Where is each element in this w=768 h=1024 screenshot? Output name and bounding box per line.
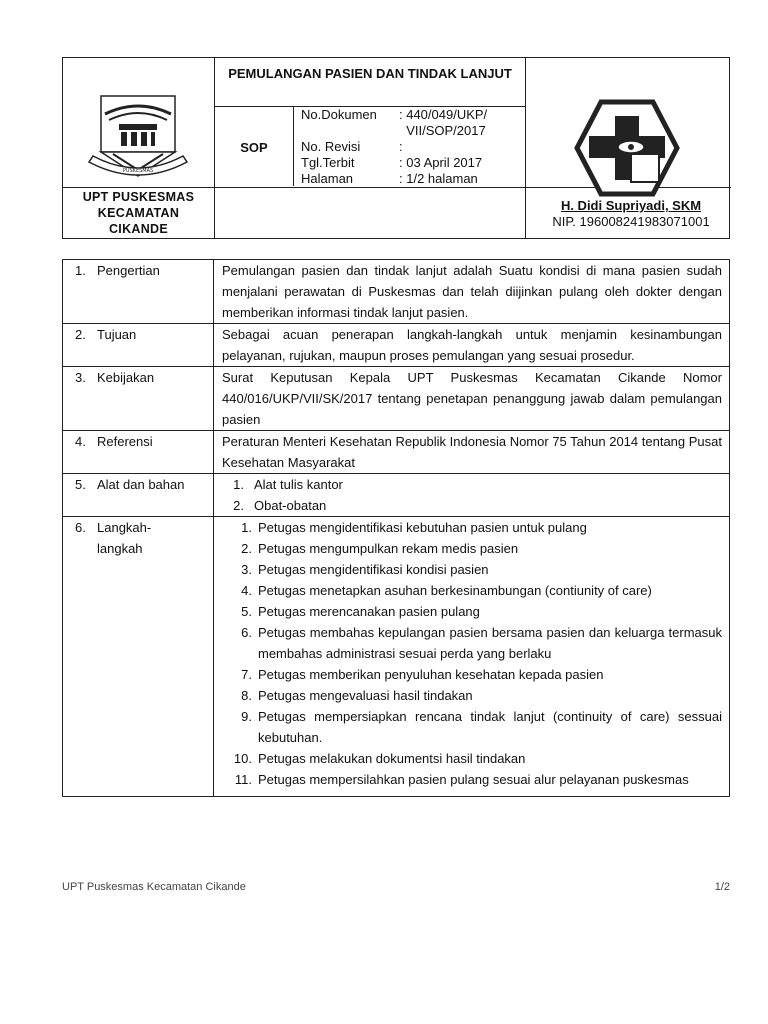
list-item: 1. Petugas mengidentifikasi kebutuhan pasien untuk pulang (241, 520, 587, 535)
meta-value-docno: : 440/049/UKP/ (399, 107, 488, 122)
list-item: 10. Petugas melakukan dokumentsi hasil tindakan (233, 751, 526, 766)
list-item: 8. Petugas mengevaluasi hasil tindakan (241, 688, 473, 703)
meta-value-page: : 1/2 halaman (399, 171, 478, 186)
org-line-2: KECAMATAN (97, 206, 180, 220)
meta-value-revision: : (399, 139, 403, 154)
section-text: Pemulangan pasien dan tindak lanjut adalah Suatu kondisi di mana pasien sudah menjalani perawatan di Puskesmas dan telah diijinkan pulang oleh dokter dengan memberikan informasi tindak lanjut pasien. (222, 263, 722, 320)
meta-key-docno: No.Dokumen (301, 107, 377, 122)
section-label: Referensi (97, 434, 153, 449)
list-item: 4. Petugas menetapkan asuhan berkesinambungan (contiunity of care) (241, 583, 652, 598)
section-number: 1. (75, 263, 86, 278)
meta-key-issued: Tgl.Terbit (301, 155, 355, 170)
divider (525, 58, 526, 238)
steps-list (214, 517, 729, 796)
footer-right: 1/2 (714, 881, 730, 893)
section-label: Langkah- (97, 520, 152, 535)
regency-emblem-logo (83, 84, 193, 194)
list-item: 6. Petugas membahas kepulangan pasien bersama pasien dan keluarga termasuk membahas administrasi sesuai perda yang berlaku (241, 625, 722, 661)
meta-value-issued: : 03 April 2017 (399, 155, 483, 170)
list-item: 1. Alat tulis kantor (233, 477, 343, 492)
page-footer (62, 881, 730, 897)
document-title: PEMULANGAN PASIEN DAN TINDAK LANJUT (228, 66, 512, 81)
list-item: 2. Petugas mengumpulkan rekam medis pasien (241, 541, 519, 556)
section-label: Pengertian (97, 263, 160, 278)
section-number: 3. (75, 370, 86, 385)
section-label: Tujuan (97, 327, 137, 342)
list-item: 3. Petugas mengidentifikasi kondisi pasien (241, 562, 489, 577)
section-label-cont: langkah (97, 541, 143, 556)
puskesmas-logo (575, 98, 679, 198)
meta-key-page: Halaman (301, 171, 354, 186)
divider (293, 106, 294, 186)
meta-value-docno-2: VII/SOP/2017 (399, 123, 486, 138)
sop-content-table (62, 259, 730, 797)
section-text: Sebagai acuan penerapan langkah-langkah untuk menjamin kesinambungan pelayanan, rujukan, maupun proses pemulangan yang sesuai prosedur. (222, 327, 722, 363)
table-row (63, 367, 730, 431)
emblem-ribbon-text: PUSKESMAS (122, 168, 154, 174)
table-row (63, 474, 730, 517)
sop-label: SOP (240, 140, 268, 155)
tools-list (214, 474, 729, 516)
section-text: Surat Keputusan Kepala UPT Puskesmas Kecamatan Cikande Nomor 440/016/UKP/VII/SK/2017 tentang penetapan penanggung jawab dalam pemulangan pasien (222, 370, 722, 427)
table-row (63, 260, 730, 324)
section-number: 4. (75, 434, 86, 449)
table-row (63, 324, 730, 367)
signatory-nip: NIP. 196008241983071001 (552, 214, 710, 229)
org-line-3: CIKANDE (108, 222, 169, 236)
section-label: Kebijakan (97, 370, 155, 385)
list-item: 9. Petugas mempersiapkan rencana tindak lanjut (continuity of care) sessuai kebutuhan. (241, 709, 722, 745)
organization-name (63, 189, 214, 237)
list-item: 2. Obat-obatan (233, 498, 327, 513)
meta-key-revision: No. Revisi (301, 139, 361, 154)
list-item: 7. Petugas memberikan penyuluhan kesehatan kepada pasien (241, 667, 604, 682)
org-line-1: UPT PUSKESMAS (82, 190, 195, 204)
table-row (63, 517, 730, 797)
table-row (63, 431, 730, 474)
section-label: Alat dan bahan (97, 477, 185, 492)
sop-header-table (62, 57, 730, 239)
list-item: 5. Petugas merencanakan pasien pulang (241, 604, 480, 619)
signatory (535, 198, 727, 230)
section-number: 5. (75, 477, 86, 492)
section-number: 6. (75, 520, 86, 535)
section-number: 2. (75, 327, 86, 342)
footer-left: UPT Puskesmas Kecamatan Cikande (62, 881, 246, 893)
signatory-name: H. Didi Supriyadi, SKM (560, 198, 702, 213)
list-item: 11. Petugas mempersilahkan pasien pulang sesuai alur pelayanan puskesmas (234, 772, 689, 787)
section-text: Peraturan Menteri Kesehatan Republik Indonesia Nomor 75 Tahun 2014 tentang Pusat Kesehatan Masyarakat (222, 434, 722, 470)
